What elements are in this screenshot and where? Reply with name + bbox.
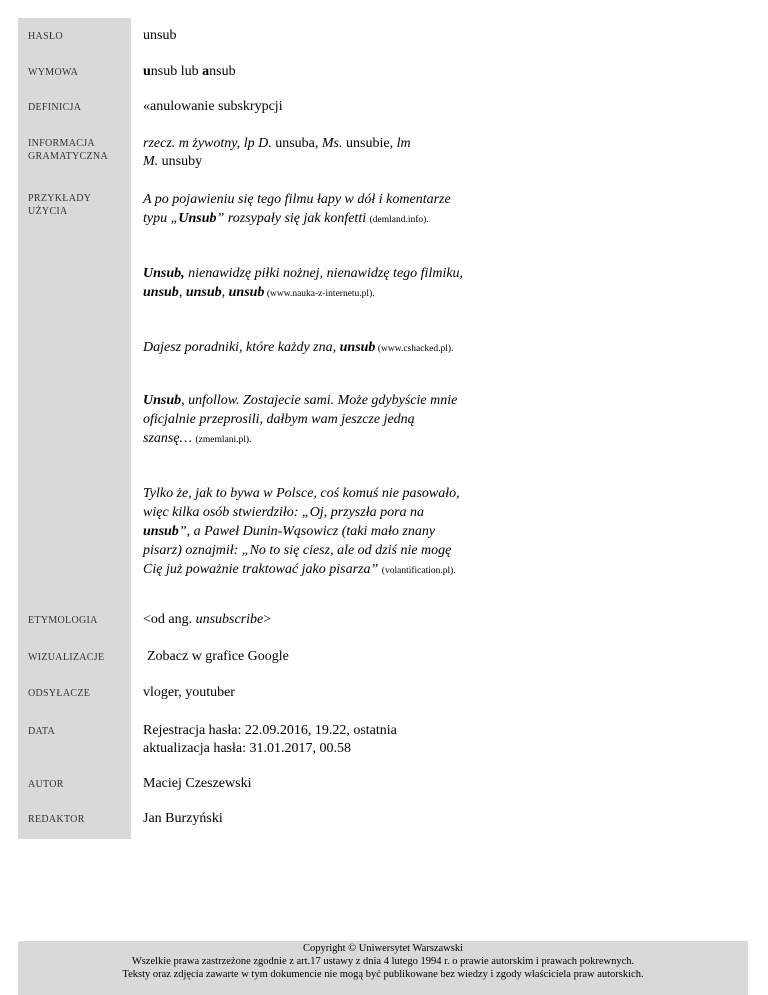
- label-wymowa: WYMOWA: [28, 67, 79, 78]
- label-autor: AUTOR: [28, 779, 64, 790]
- label-wizualizacje: WIZUALIZACJE: [28, 652, 105, 663]
- footer-notice: Teksty oraz zdjęcia zawarte w tym dokumencie nie mogą być publikowane bez wiedzy i zgody właściciela praw autorskich.: [122, 969, 644, 980]
- example-3: Dajesz poradniki, które każdy zna, unsub (www.cshacked.pl).: [143, 340, 454, 355]
- label-przyklady-uzycia: PRZYKŁADY UŻYCIA: [28, 193, 92, 217]
- label-haslo: HASŁO: [28, 31, 63, 42]
- google-images-link[interactable]: Zobacz w grafice Google: [147, 649, 289, 664]
- example-1: A po pojawieniu się tego filmu łapy w dół i komentarze typu „Unsub” rozsypały się jak konfetti (demland.info).: [143, 192, 451, 226]
- label-data: DATA: [28, 726, 56, 737]
- value-haslo: unsub: [143, 28, 177, 43]
- copyright-footer: [18, 941, 748, 995]
- example-5: Tylko że, jak to bywa w Polsce, coś komuś nie pasowało, więc kilka osób stwierdziło: „Oj, przyszła pora na unsub”, a Paweł Dunin-Wąsowicz (taki mało znany pisarz) oznajmił: „No to się ciesz, ale od dziś nie mogę Cię już poważnie traktować jako pisarza” (volantification.pl).: [143, 486, 460, 577]
- value-definicja: «anulowanie subskrypcji: [143, 99, 283, 114]
- label-etymologia: ETYMOLOGIA: [28, 615, 98, 626]
- example-2: Unsub, nienawidzę piłki nożnej, nienawidzę tego filmiku, unsub, unsub, unsub (www.nauka-z-internetu.pl).: [143, 266, 464, 300]
- value-informacja-gramatyczna: rzecz. m żywotny, lp D. unsuba, Ms. unsubie, lm M. unsuby: [143, 136, 411, 169]
- value-data: Rejestracja hasła: 22.09.2016, 19.22, ostatnia aktualizacja hasła: 31.01.2017, 00.58: [143, 723, 397, 756]
- footer-rights: Wszelkie prawa zastrzeżone zgodnie z art.17 ustawy z dnia 4 lutego 1994 r. o prawie autorskim i prawach pokrewnych.: [131, 956, 635, 967]
- value-odsylacze: vloger, youtuber: [143, 685, 235, 700]
- value-etymologia: <od ang. unsubscribe>: [143, 612, 272, 627]
- label-redaktor: REDAKTOR: [28, 814, 85, 825]
- value-wymowa: unsub lub ansub: [143, 64, 236, 79]
- label-definicja: DEFINICJA: [28, 102, 82, 113]
- example-4: Unsub, unfollow. Zostajecie sami. Może gdybyście mnie oficjalnie przeprosili, dałbym wam jeszcze jedną szansę… (zmemlani.pl).: [143, 393, 458, 446]
- value-redaktor: Jan Burzyński: [143, 811, 223, 826]
- label-odsylacze: ODSYŁACZE: [28, 688, 91, 699]
- value-autor: Maciej Czeszewski: [143, 776, 252, 791]
- footer-copyright: Copyright © Uniwersytet Warszawski: [302, 943, 464, 954]
- label-informacja-gramatyczna: INFORMACJA GRAMATYCZNA: [28, 138, 108, 162]
